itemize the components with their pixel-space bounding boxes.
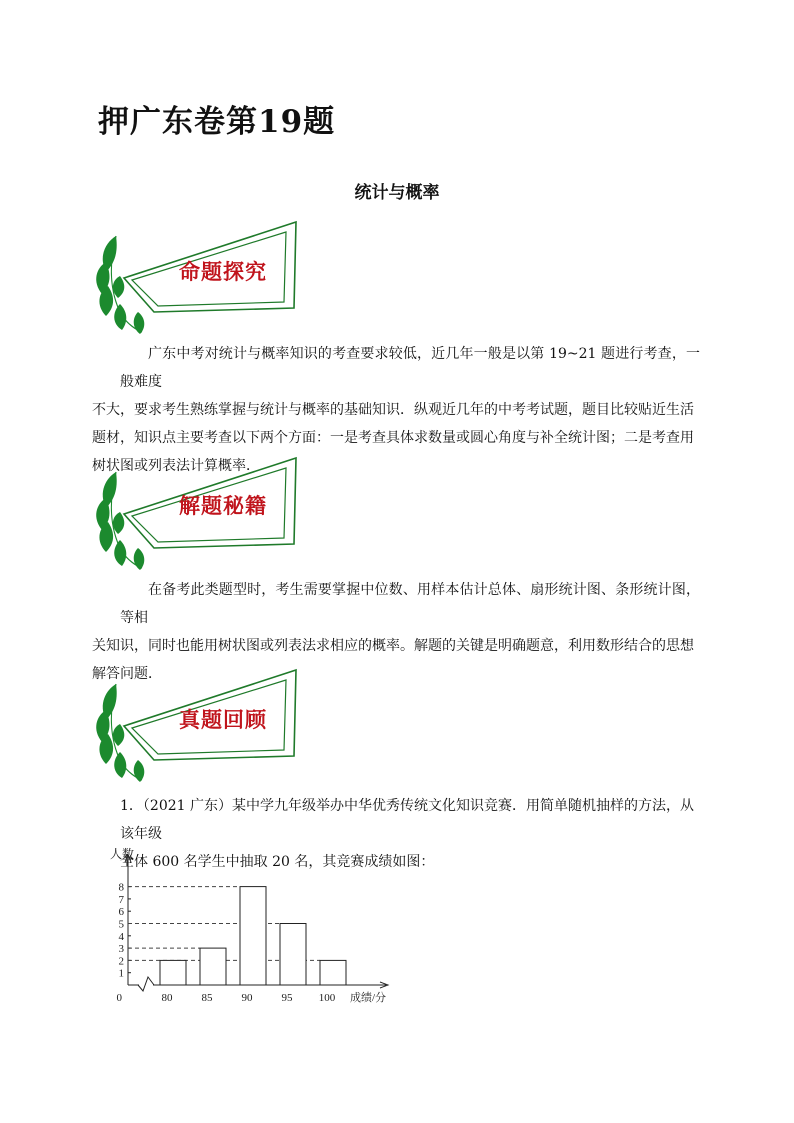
leaf-shape [113, 724, 124, 746]
paragraph-line: 广东中考对统计与概率知识的考查要求较低，近几年一般是以第 19~21 题进行考查，一般难度 [120, 346, 700, 390]
x-tick-label: 100 [318, 992, 336, 1004]
y-tick-label: 2 [118, 955, 124, 968]
paragraph-line: 解答问题． [92, 666, 162, 682]
y-tick-label: 1 [118, 967, 124, 980]
leaf-shape [113, 276, 124, 298]
section-heading: 命题探究 [179, 259, 267, 284]
x-tick-label: 95 [281, 992, 293, 1004]
y-tick-label: 3 [118, 943, 124, 956]
y-axis-label: 人数 [110, 847, 135, 861]
y-tick-label: 5 [118, 918, 124, 931]
leaf-shape [114, 752, 126, 778]
y-tick-label: 7 [118, 893, 124, 906]
bar-85 [200, 948, 226, 985]
section-banner-tips [96, 456, 308, 574]
bar-100 [320, 960, 346, 985]
leaf-shape [113, 512, 124, 534]
section-heading: 真题回顾 [179, 707, 267, 732]
question-line: 1．（2021 广东）某中学九年级举办中华优秀传统文化知识竞赛．用简单随机抽样的方法，从该年级 [120, 798, 694, 842]
paragraph-line: 树状图或列表法计算概率． [92, 458, 260, 474]
page-title: 押广东卷第19题 [98, 104, 336, 140]
bar-80 [160, 960, 186, 985]
page-subtitle: 统计与概率 [354, 183, 440, 203]
leaf-shape [114, 304, 126, 330]
bar-90 [240, 887, 266, 985]
x-tick-label: 90 [241, 992, 253, 1004]
leaf-shape [114, 540, 126, 566]
x-tick-label: 85 [201, 992, 213, 1004]
paragraph-line: 关知识，同时也能用树状图或列表法求相应的概率。解题的关键是明确题意，利用数形结合的思想 [92, 638, 694, 654]
question-line: 全体 600 名学生中抽取 20 名，其竞赛成绩如图： [120, 854, 435, 870]
section-heading: 解题秘籍 [179, 493, 267, 518]
y-tick-label: 4 [118, 930, 124, 943]
paragraph-line: 题材，知识点主要考查以下两个方面：一是考查具体求数量或圆心角度与补全统计图；二是考查用 [92, 430, 694, 446]
section-banner-review [96, 668, 308, 786]
x-axis-label: 成绩/分 [350, 992, 387, 1004]
y-tick-label: 8 [118, 881, 124, 894]
bar-95 [280, 924, 306, 986]
paragraph-line: 不大，要求考生熟练掌握与统计与概率的基础知识．纵观近几年的中考考试题，题目比较贴近生活 [92, 402, 694, 418]
x-tick-label: 80 [161, 992, 173, 1004]
origin-label: 0 [116, 992, 122, 1004]
section-banner-proposition [96, 220, 308, 338]
paragraph-line: 在备考此类题型时，考生需要掌握中位数、用样本估计总体、扇形统计图、条形统计图，等相 [120, 582, 700, 626]
score-bar-chart [108, 846, 398, 1006]
y-tick-label: 6 [118, 906, 124, 919]
